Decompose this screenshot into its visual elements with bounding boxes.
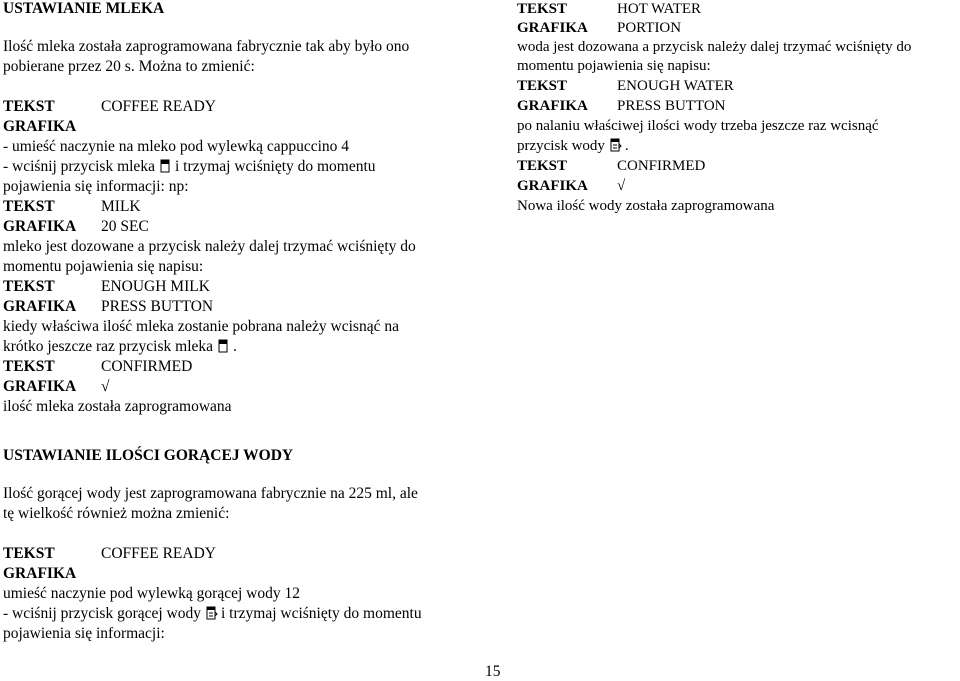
hot-water-button-icon [206,606,216,620]
water-row-grafika-portion [517,19,957,38]
water-dosing-line-2: momentu pojawienia się napisu: [517,58,711,74]
grafika-label: GRAFIKA [517,98,588,114]
tekst-label: TEKST [3,358,55,375]
grafika-label: GRAFIKA [3,378,77,395]
display-graphic-value: PRESS BUTTON [617,98,726,114]
grafika-label: GRAFIKA [3,565,77,582]
display-text-value: COFFEE READY [101,545,216,562]
water-row-grafika-press-button [517,96,957,116]
water-dosing-line-1: woda jest dozowana a przycisk należy dalej trzymać wciśnięty do [517,39,912,55]
check-mark: √ [617,178,626,194]
right-column [517,0,957,216]
milk-row-grafika-press-button [3,297,473,317]
tekst-label: TEKST [517,78,568,94]
display-graphic-value: 20 SEC [101,218,149,235]
grafika-label: GRAFIKA [517,178,588,194]
grafika-label: GRAFIKA [3,118,77,135]
milk-intro-line-2: pobierane przez 20 s. Można to zmienić: [3,58,255,75]
display-text-value: CONFIRMED [617,158,706,174]
milk-step-2-cont: pojawienia się informacji: np: [3,178,189,195]
tekst-label: TEKST [3,198,55,215]
grafika-label: GRAFIKA [3,218,77,235]
display-text-value: MILK [101,198,141,215]
display-text-value: CONFIRMED [101,358,193,375]
page-number: 15 [485,663,501,680]
water-row-tekst-confirmed [517,156,957,176]
tekst-label: TEKST [517,1,568,17]
water-section-heading: USTAWIANIE ILOŚCI GORĄCEJ WODY [3,447,294,464]
water-intro-line-2: tę wielkość również można zmienić: [3,505,230,522]
water-step-2-cont: pojawienia się informacji: [3,625,165,642]
water-press-line-1: po nalaniu właściwej ilości wody trzeba jeszcze raz wcisnąć [517,118,879,134]
milk-button-icon [218,339,228,353]
milk-dosing-line-2: momentu pojawienia się napisu: [3,258,204,275]
hot-water-button-icon [610,138,620,152]
display-text-value: HOT WATER [617,1,702,17]
grafika-label: GRAFIKA [517,20,588,36]
water-step-1: umieść naczynie pod wylewką gorącej wody 12 [3,585,300,602]
milk-button-icon [160,159,170,173]
water-row-tekst-hot-water [517,0,957,19]
milk-intro-line-1: Ilość mleka została zaprogramowana fabrycznie tak aby było ono [3,38,410,55]
tekst-label: TEKST [3,278,55,295]
water-row-grafika-empty [3,564,473,584]
milk-row-tekst-milk [3,197,473,217]
display-text-value: ENOUGH MILK [101,278,210,295]
tekst-label: TEKST [3,545,55,562]
water-step-2: - wciśnij przycisk gorącej wody i trzymaj wciśnięty do momentu [3,605,422,622]
milk-row-grafika-20sec [3,217,473,237]
display-text-value: ENOUGH WATER [617,78,734,94]
water-row-tekst-enough-water [517,76,957,96]
water-row-grafika-check [517,176,957,196]
milk-row-tekst-confirmed [3,357,473,377]
milk-press-line-1: kiedy właściwa ilość mleka zostanie pobrana należy wcisnąć na [3,318,399,335]
check-mark: √ [101,378,110,395]
milk-section-heading: USTAWIANIE MLEKA [3,0,165,17]
milk-row-tekst-enough-milk [3,277,473,297]
milk-row-grafika-check [3,377,473,397]
display-graphic-value: PRESS BUTTON [101,298,214,315]
milk-step-1: - umieść naczynie na mleko pod wylewką cappuccino 4 [3,138,350,155]
display-text-value: COFFEE READY [101,98,216,115]
milk-result: ilość mleka została zaprogramowana [3,398,232,415]
milk-row-tekst-coffee-ready [3,97,473,117]
water-press-line-2: przycisk wody . [517,138,629,154]
grafika-label: GRAFIKA [3,298,77,315]
tekst-label: TEKST [3,98,55,115]
milk-step-2: - wciśnij przycisk mleka i trzymaj wciśnięty do momentu [3,158,376,175]
water-intro-line-1: Ilość gorącej wody jest zaprogramowana fabrycznie na 225 ml, ale [3,485,418,502]
tekst-label: TEKST [517,158,568,174]
milk-press-line-2: krótko jeszcze raz przycisk mleka . [3,338,237,355]
water-result: Nowa ilość wody została zaprogramowana [517,198,775,214]
left-column [3,0,473,644]
water-row-tekst-coffee-ready [3,544,473,564]
display-graphic-value: PORTION [617,20,682,36]
milk-row-grafika-empty [3,117,473,137]
milk-dosing-line-1: mleko jest dozowane a przycisk należy dalej trzymać wciśnięty do [3,238,416,255]
